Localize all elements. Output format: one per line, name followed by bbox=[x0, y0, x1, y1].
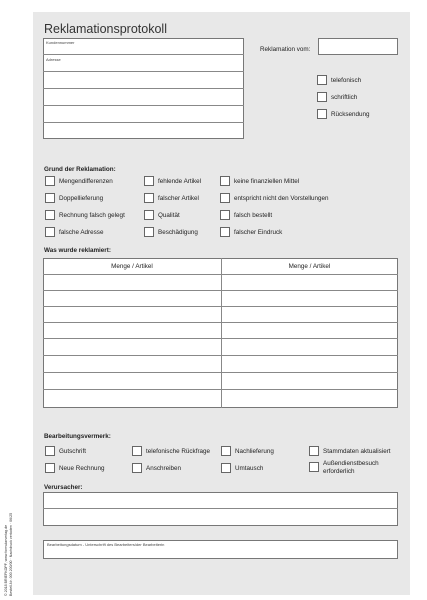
grund-checkbox[interactable] bbox=[144, 227, 154, 237]
bearbeitung-option-label: Nachlieferung bbox=[235, 448, 274, 455]
bearbeitung-option-label: Außendienstbesuch erforderlich bbox=[323, 460, 379, 475]
table-column-header: Menge / Artikel bbox=[288, 263, 331, 270]
bearbeitung-checkbox[interactable] bbox=[309, 446, 319, 456]
verursacher-line bbox=[43, 508, 398, 509]
bearbeitung-option-label: Umtausch bbox=[235, 465, 264, 472]
telefonisch-checkbox[interactable] bbox=[317, 75, 327, 85]
grund-option-label: Mengendifferenzen bbox=[59, 178, 113, 185]
grund-checkbox[interactable] bbox=[144, 210, 154, 220]
bearbeitung-checkbox[interactable] bbox=[309, 462, 319, 472]
kundennummer-field[interactable] bbox=[43, 38, 244, 54]
reklamation-vom-label: Reklamation vom: bbox=[260, 46, 311, 53]
imprint-line: © 2018 BRIEFKOPF, www.formularverlag.de bbox=[4, 524, 8, 596]
grund-option-label: falscher Artikel bbox=[158, 195, 199, 202]
grund-option-label: entspricht nicht den Vorstellungen bbox=[234, 195, 329, 202]
grund-option-label: Doppellieferung bbox=[59, 195, 104, 202]
bearbeitung-option-label: Gutschrift bbox=[59, 448, 86, 455]
grund-option-label: falscher Eindruck bbox=[234, 229, 283, 236]
adresse-label: Adresse bbox=[46, 57, 61, 62]
grund-option-label: fehlende Artikel bbox=[158, 178, 202, 185]
grund-option-label: Rechnung falsch gelegt bbox=[59, 212, 125, 219]
grund-checkbox[interactable] bbox=[220, 227, 230, 237]
grund-checkbox[interactable] bbox=[45, 176, 55, 186]
bearbeitung-option-label: Anschreiben bbox=[146, 465, 182, 472]
grund-option-label: keine finanziellen Mittel bbox=[234, 178, 300, 185]
verursacher-field[interactable] bbox=[43, 492, 398, 526]
grund-checkbox[interactable] bbox=[220, 210, 230, 220]
contact-method-label: schriftlich bbox=[331, 94, 358, 101]
grund-checkbox[interactable] bbox=[45, 210, 55, 220]
grund-checkbox[interactable] bbox=[144, 193, 154, 203]
bearbeitung-checkbox[interactable] bbox=[45, 446, 55, 456]
bearbeitung-title: Bearbeitungsvermerk: bbox=[44, 433, 111, 440]
grund-checkbox[interactable] bbox=[220, 176, 230, 186]
bearbeitung-option-label: telefonische Rückfrage bbox=[146, 448, 211, 455]
reklamation-date-field[interactable] bbox=[318, 38, 398, 55]
grund-checkbox[interactable] bbox=[45, 193, 55, 203]
contact-method-label: telefonisch bbox=[331, 77, 362, 84]
bearbeitung-checkbox[interactable] bbox=[45, 463, 55, 473]
ruecksendung-checkbox[interactable] bbox=[317, 109, 327, 119]
bearbeitung-option-label: Neue Rechnung bbox=[59, 465, 105, 472]
reklamiert-cells[interactable] bbox=[43, 274, 398, 408]
imprint-line: Bestell-Nr. 000 200/00 · Nachdruck verboten · 06/25 bbox=[8, 512, 13, 596]
grund-checkbox[interactable] bbox=[220, 193, 230, 203]
verursacher-title: Verursacher: bbox=[44, 484, 83, 491]
grund-checkbox[interactable] bbox=[144, 176, 154, 186]
publisher-imprint bbox=[4, 513, 13, 596]
grund-checkbox[interactable] bbox=[45, 227, 55, 237]
bearbeitung-checkbox[interactable] bbox=[221, 463, 231, 473]
grund-option-label: falsche Adresse bbox=[59, 229, 104, 236]
bearbeitung-checkbox[interactable] bbox=[132, 463, 142, 473]
grund-title: Grund der Reklamation: bbox=[44, 166, 116, 173]
grund-option-label: Beschädigung bbox=[158, 229, 198, 236]
table-column-header: Menge / Artikel bbox=[111, 263, 153, 270]
bearbeitung-option-label: Stammdaten aktualisiert bbox=[323, 448, 391, 455]
page-title: Reklamationsprotokoll bbox=[44, 22, 167, 36]
grund-option-label: falsch bestellt bbox=[234, 212, 273, 219]
bearbeitung-checkbox[interactable] bbox=[221, 446, 231, 456]
signature-label: Bearbeitungsdatum - Unterschrift des Bearbeiters/der Bearbeiterin bbox=[47, 542, 165, 547]
bearbeitung-checkbox[interactable] bbox=[132, 446, 142, 456]
contact-method-label: Rücksendung bbox=[331, 111, 370, 118]
kundennummer-label: Kundennummer bbox=[46, 40, 75, 45]
grund-option-label: Qualität bbox=[158, 212, 180, 219]
schriftlich-checkbox[interactable] bbox=[317, 92, 327, 102]
adresse-field[interactable] bbox=[43, 54, 244, 139]
reklamiert-title: Was wurde reklamiert: bbox=[44, 247, 111, 254]
